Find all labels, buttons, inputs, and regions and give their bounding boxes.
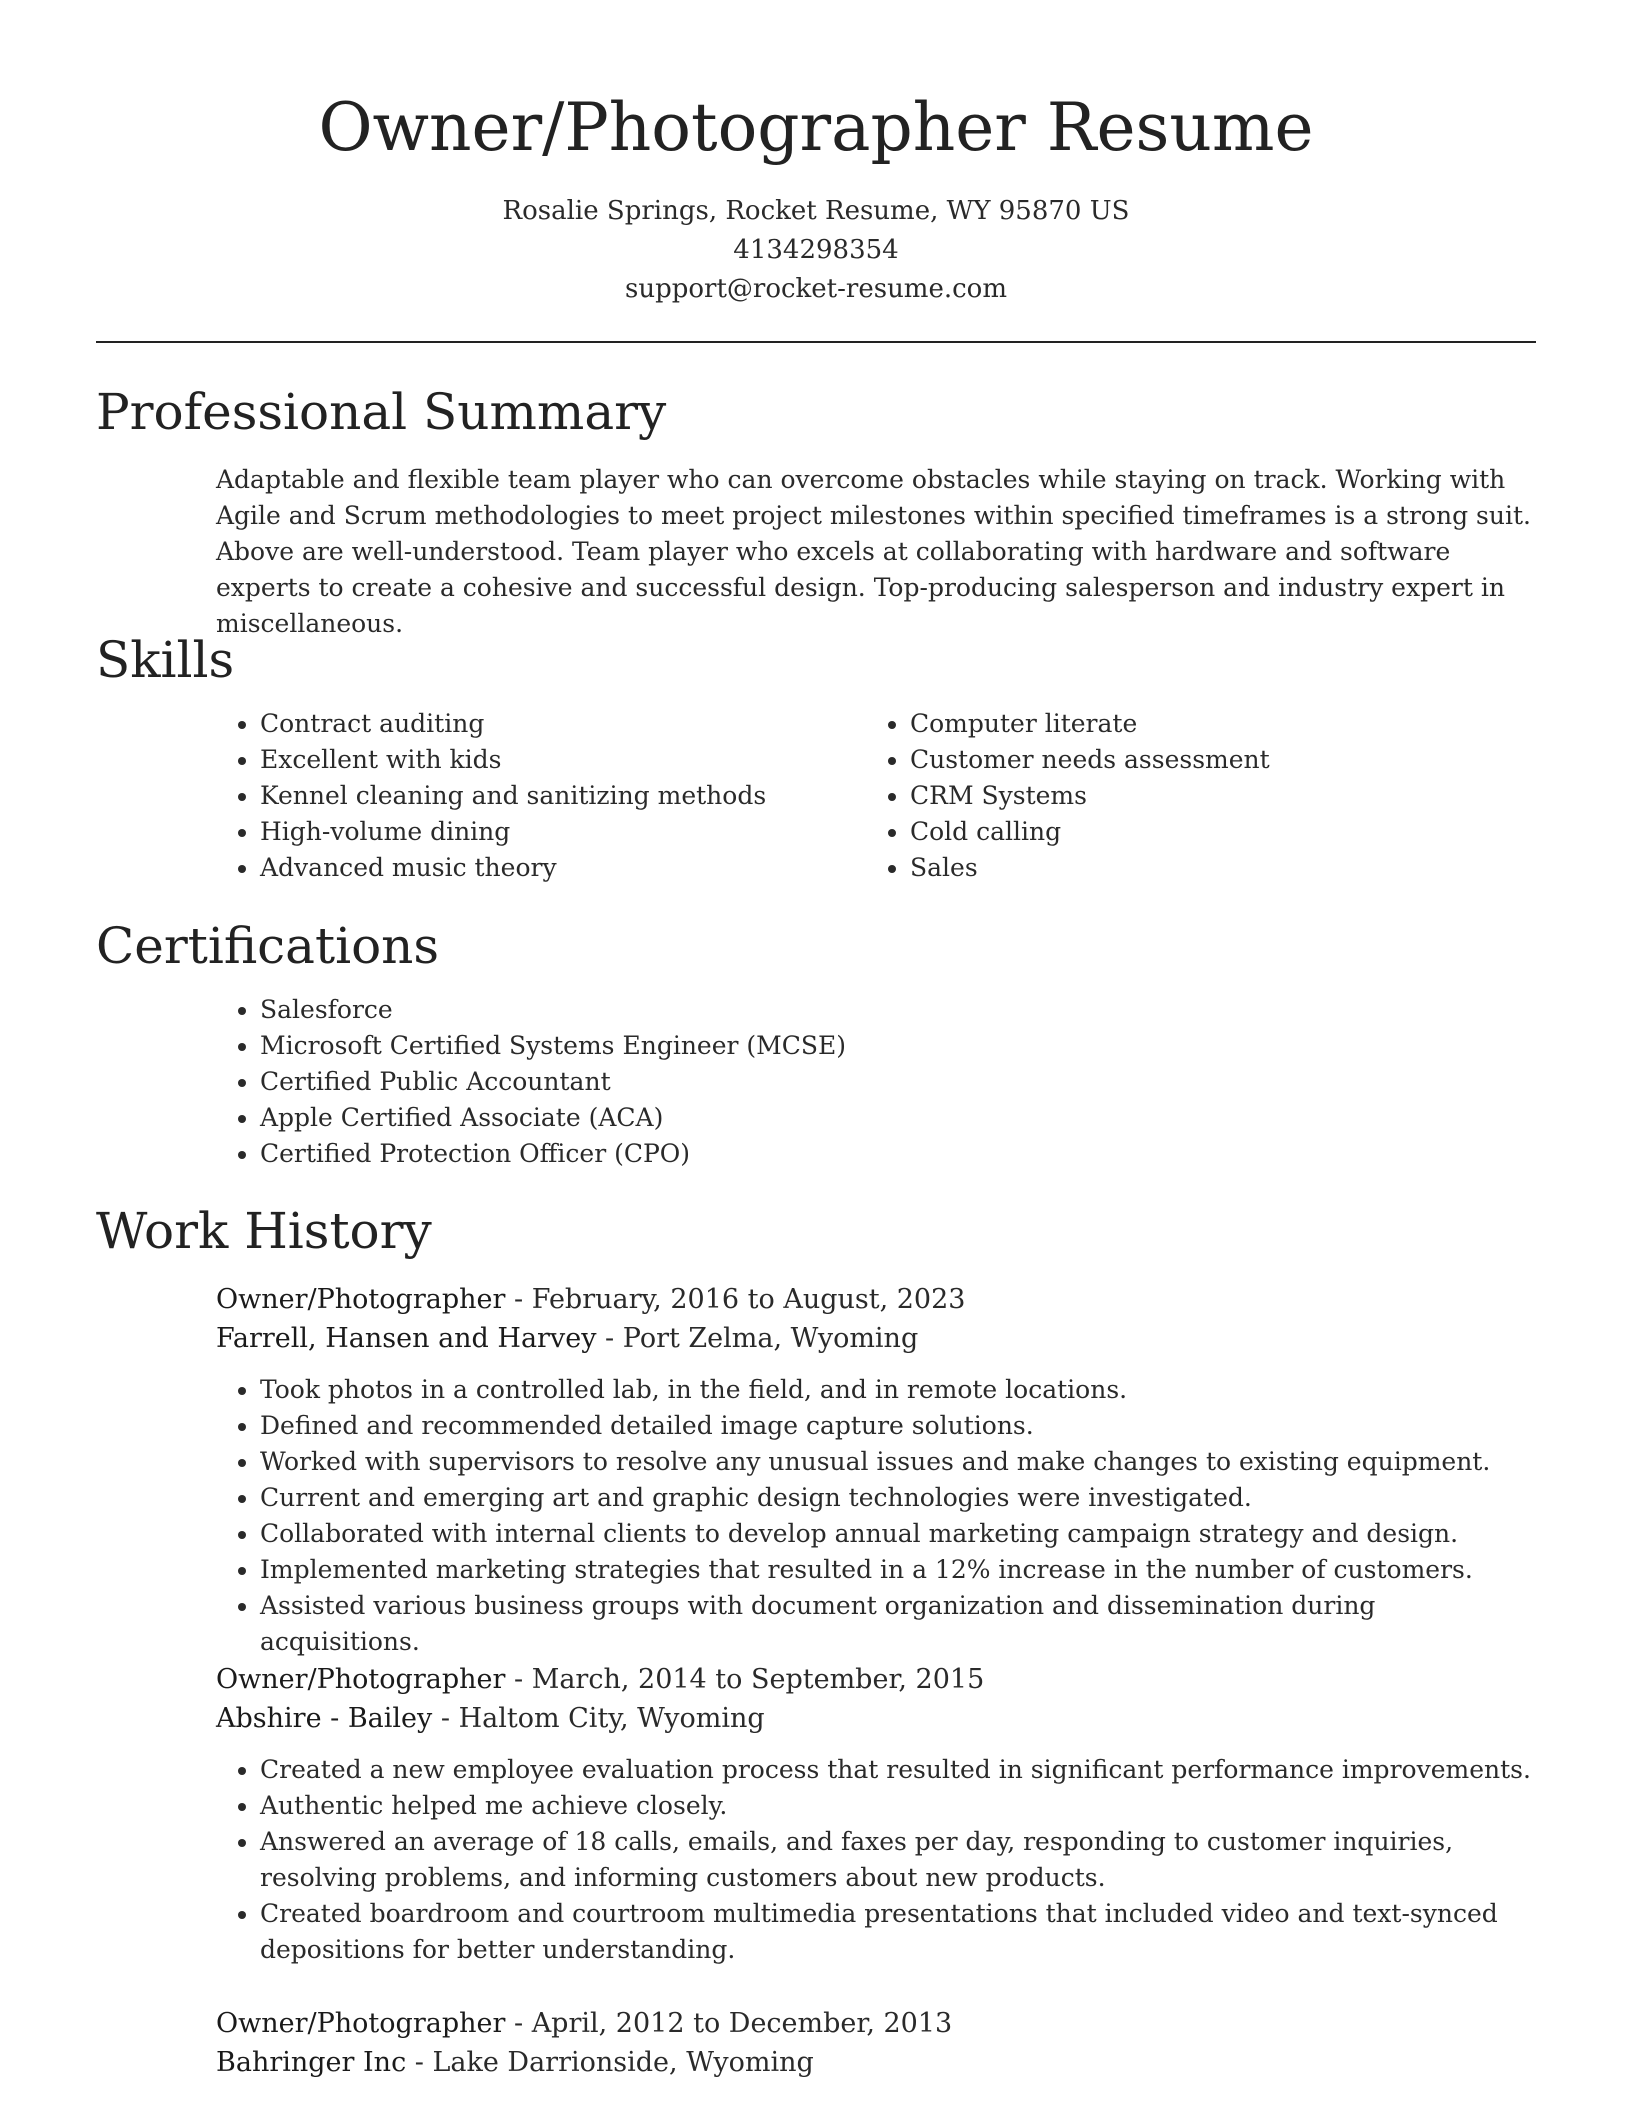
work-history-heading: Work History bbox=[96, 1202, 432, 1260]
summary-text: Adaptable and flexible team player who can overcome obstacles while staying on track. Working with Agile and Scrum methodologies to meet project milestones within specified timeframes is a strong suit. Above are well-understood. Team player who excels at collaborating with hardware and software experts to create a cohesive and successful design. Top-producing salesperson and industry expert in miscellaneous. bbox=[216, 465, 1531, 638]
job-bullets bbox=[216, 1372, 1536, 1660]
certifications-heading: Certifications bbox=[96, 917, 440, 975]
contact-phone: 4134298354 bbox=[733, 235, 899, 265]
contact-address: Rosalie Springs, Rocket Resume, WY 95870 US bbox=[502, 196, 1130, 226]
job-bullet: • Authentic helped me achieve closely. bbox=[260, 1788, 1536, 1824]
job-bullet: • Implemented marketing strategies that resulted in a 12% increase in the number of customers. bbox=[260, 1552, 1536, 1588]
job-bullet: • Worked with supervisors to resolve any unusual issues and make changes to existing equipment. bbox=[260, 1444, 1536, 1480]
resume-header bbox=[0, 0, 1632, 309]
job-entry bbox=[96, 1280, 1536, 1660]
skill-item: • Computer literate bbox=[910, 706, 1516, 742]
job-location: Port Zelma, Wyoming bbox=[622, 1323, 919, 1354]
job-entry bbox=[96, 1660, 1536, 1968]
skill-item: • Contract auditing bbox=[260, 706, 866, 742]
job-location: Lake Darrionside, Wyoming bbox=[432, 2047, 814, 2078]
skill-item: • CRM Systems bbox=[910, 778, 1516, 814]
job-location: Haltom City, Wyoming bbox=[458, 1703, 765, 1734]
skill-item: • Advanced music theory bbox=[260, 850, 866, 886]
skills-column-right bbox=[866, 706, 1516, 886]
skill-item: • Kennel cleaning and sanitizing methods bbox=[260, 778, 866, 814]
job-bullet: • Assisted various business groups with document organization and dissemination during acquisitions. bbox=[260, 1588, 1536, 1660]
job-bullet: • Collaborated with internal clients to develop annual marketing campaign strategy and design. bbox=[260, 1516, 1536, 1552]
certifications-section bbox=[96, 916, 1536, 1172]
job-company: Farrell, Hansen and Harvey bbox=[216, 1323, 597, 1354]
skill-item: • Cold calling bbox=[910, 814, 1516, 850]
job-company-line: Abshire - Bailey - Haltom City, Wyoming bbox=[216, 1703, 765, 1734]
job-bullets bbox=[216, 1752, 1536, 1968]
job-title-line: Owner/Photographer - March, 2014 to September, 2015 bbox=[216, 1664, 985, 1695]
skill-item: • Customer needs assessment bbox=[910, 742, 1516, 778]
certifications-list bbox=[216, 992, 1536, 1172]
certification-item: • Salesforce bbox=[260, 992, 1536, 1028]
job-company: Bahringer Inc bbox=[216, 2047, 407, 2078]
skill-item: • High-volume dining bbox=[260, 814, 866, 850]
work-history-section bbox=[96, 1201, 1536, 1261]
skills-column-left bbox=[216, 706, 866, 886]
certification-item: • Apple Certified Associate (ACA) bbox=[260, 1100, 1536, 1136]
job-bullet: • Created a new employee evaluation process that resulted in significant performance improvements. bbox=[260, 1752, 1536, 1788]
job-company: Abshire - Bailey bbox=[216, 1703, 433, 1734]
job-bullet: • Took photos in a controlled lab, in the field, and in remote locations. bbox=[260, 1372, 1536, 1408]
skills-section bbox=[96, 630, 1536, 886]
job-bullet: • Defined and recommended detailed image capture solutions. bbox=[260, 1408, 1536, 1444]
skills-columns bbox=[216, 706, 1536, 886]
summary-heading: Professional Summary bbox=[96, 383, 667, 441]
contact-info bbox=[0, 192, 1632, 309]
job-dates: March, 2014 to September, 2015 bbox=[531, 1664, 985, 1695]
skills-heading: Skills bbox=[96, 631, 235, 689]
certification-item: • Certified Protection Officer (CPO) bbox=[260, 1136, 1536, 1172]
contact-email: support@rocket-resume.com bbox=[624, 274, 1007, 304]
summary-section bbox=[96, 382, 1536, 642]
certification-item: • Certified Public Accountant bbox=[260, 1064, 1536, 1100]
job-title-line: Owner/Photographer - February, 2016 to August, 2023 bbox=[216, 1284, 966, 1315]
job-dates: April, 2012 to December, 2013 bbox=[531, 2008, 953, 2039]
header-divider bbox=[96, 341, 1536, 343]
skill-item: • Sales bbox=[910, 850, 1516, 886]
resume-title: Owner/Photographer Resume bbox=[318, 89, 1314, 166]
job-bullet: • Current and emerging art and graphic design technologies were investigated. bbox=[260, 1480, 1536, 1516]
skill-item: • Excellent with kids bbox=[260, 742, 866, 778]
job-title-line: Owner/Photographer - April, 2012 to December, 2013 bbox=[216, 2008, 953, 2039]
job-bullet: • Answered an average of 18 calls, emails, and faxes per day, responding to customer inquiries, resolving problems, and informing customers about new products. bbox=[260, 1824, 1536, 1896]
job-title: Owner/Photographer bbox=[216, 1284, 506, 1315]
job-bullet: • Created boardroom and courtroom multimedia presentations that included video and text-synced depositions for better understanding. bbox=[260, 1896, 1536, 1968]
certification-item: • Microsoft Certified Systems Engineer (MCSE) bbox=[260, 1028, 1536, 1064]
job-company-line: Bahringer Inc - Lake Darrionside, Wyoming bbox=[216, 2047, 814, 2078]
job-entry bbox=[96, 2004, 1536, 2082]
job-title: Owner/Photographer bbox=[216, 2008, 506, 2039]
job-dates: February, 2016 to August, 2023 bbox=[531, 1284, 966, 1315]
job-title: Owner/Photographer bbox=[216, 1664, 506, 1695]
job-company-line: Farrell, Hansen and Harvey - Port Zelma, Wyoming bbox=[216, 1323, 919, 1354]
